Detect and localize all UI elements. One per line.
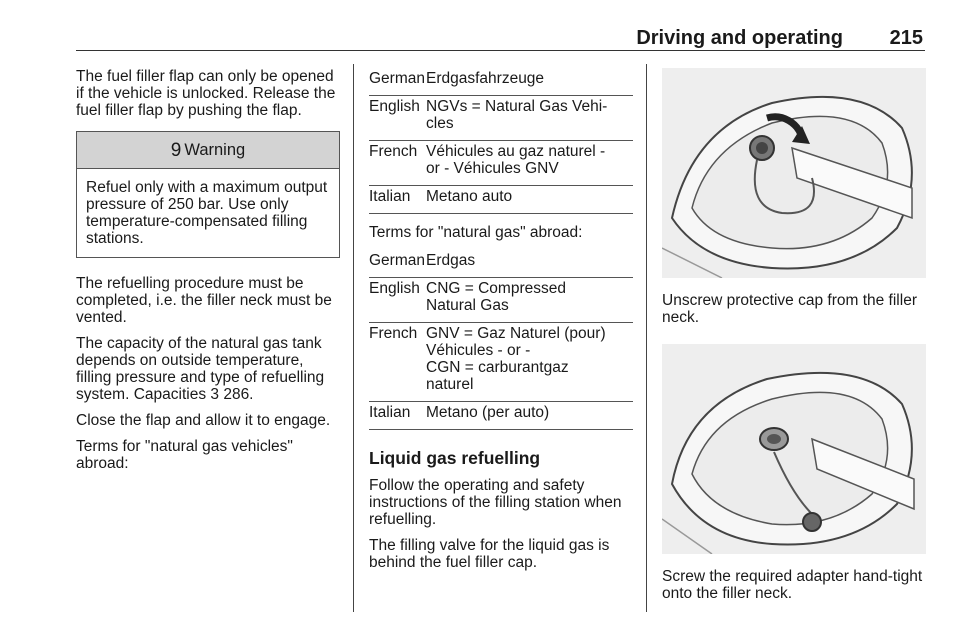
paragraph: Terms for "natural gas" abroad: xyxy=(369,224,583,241)
gas-terms-table xyxy=(369,250,633,430)
term-row xyxy=(369,68,633,96)
photo-caption: Unscrew protective cap from the filler neck. xyxy=(662,292,917,326)
warning-box xyxy=(76,131,340,258)
paragraph: Follow the operating and safety instructions of the filling station when refuelling. xyxy=(369,477,622,528)
reference-arrow-icon: 3 xyxy=(210,386,220,403)
term-row xyxy=(369,278,633,323)
adapter-photo xyxy=(662,344,926,554)
capacity-page-ref[interactable]: 286. xyxy=(219,386,254,403)
term-row xyxy=(369,402,633,430)
term-language: German xyxy=(369,250,426,278)
term-value: CNG = Compressed Natural Gas xyxy=(426,278,633,323)
term-row xyxy=(369,250,633,278)
column-divider xyxy=(353,64,354,612)
paragraph: The filling valve for the liquid gas is behind the fuel filler cap. xyxy=(369,537,610,571)
warning-title: Warning xyxy=(184,141,246,159)
warning-header xyxy=(77,132,339,169)
term-row xyxy=(369,323,633,402)
term-language: French xyxy=(369,141,426,186)
term-row xyxy=(369,186,633,214)
vehicle-terms-table xyxy=(369,68,633,214)
filler-cap-photo xyxy=(662,68,926,278)
capacity-paragraph xyxy=(76,335,340,403)
warning-text: Refuel only with a maximum output pressure of 250 bar. Use only temperature-compensated filling stations. xyxy=(86,179,328,247)
term-row xyxy=(369,141,633,186)
term-value: Véhicules au gaz naturel - or - Véhicules GNV xyxy=(426,141,633,186)
term-value: Metano auto xyxy=(426,186,633,214)
term-language: German xyxy=(369,68,426,96)
column-middle xyxy=(369,68,633,580)
term-language: French xyxy=(369,323,426,402)
paragraph: Close the flap and allow it to engage. xyxy=(76,412,331,429)
term-language: Italian xyxy=(369,186,426,214)
term-value: Erdgasfahrzeuge xyxy=(426,68,633,96)
paragraph: Terms for "natural gas vehicles" abroad: xyxy=(76,438,293,472)
section-heading: Liquid gas refuelling xyxy=(369,448,541,468)
term-value: Metano (per auto) xyxy=(426,402,633,430)
column-right xyxy=(662,68,926,620)
page-number: 215 xyxy=(889,27,923,49)
term-language: Italian xyxy=(369,402,426,430)
intro-paragraph: The fuel filler flap can only be opened if the vehicle is unlocked. Release the fuel filler flap by pushing the flap. xyxy=(76,68,336,119)
term-value: GNV = Gaz Naturel (pour) Véhicules - or - CGN = carburantgaz naturel xyxy=(426,323,633,402)
paragraph: The refuelling procedure must be completed, i.e. the filler neck must be vented. xyxy=(76,275,332,326)
capacity-text: The capacity of the natural gas tank depends on outside temperature, filling pressure and type of refuelling system. Capacities xyxy=(76,335,325,403)
term-language: English xyxy=(369,278,426,323)
page-header xyxy=(76,26,925,51)
term-row xyxy=(369,96,633,141)
section-title: Driving and operating xyxy=(636,27,843,49)
warning-icon: 9 xyxy=(170,140,182,161)
photo-caption: Screw the required adapter hand-tight onto the filler neck. xyxy=(662,568,923,602)
column-divider xyxy=(646,64,647,612)
term-value: NGVs = Natural Gas Vehi- cles xyxy=(426,96,633,141)
term-value: Erdgas xyxy=(426,250,633,278)
term-language: English xyxy=(369,96,426,141)
column-left xyxy=(76,68,340,481)
